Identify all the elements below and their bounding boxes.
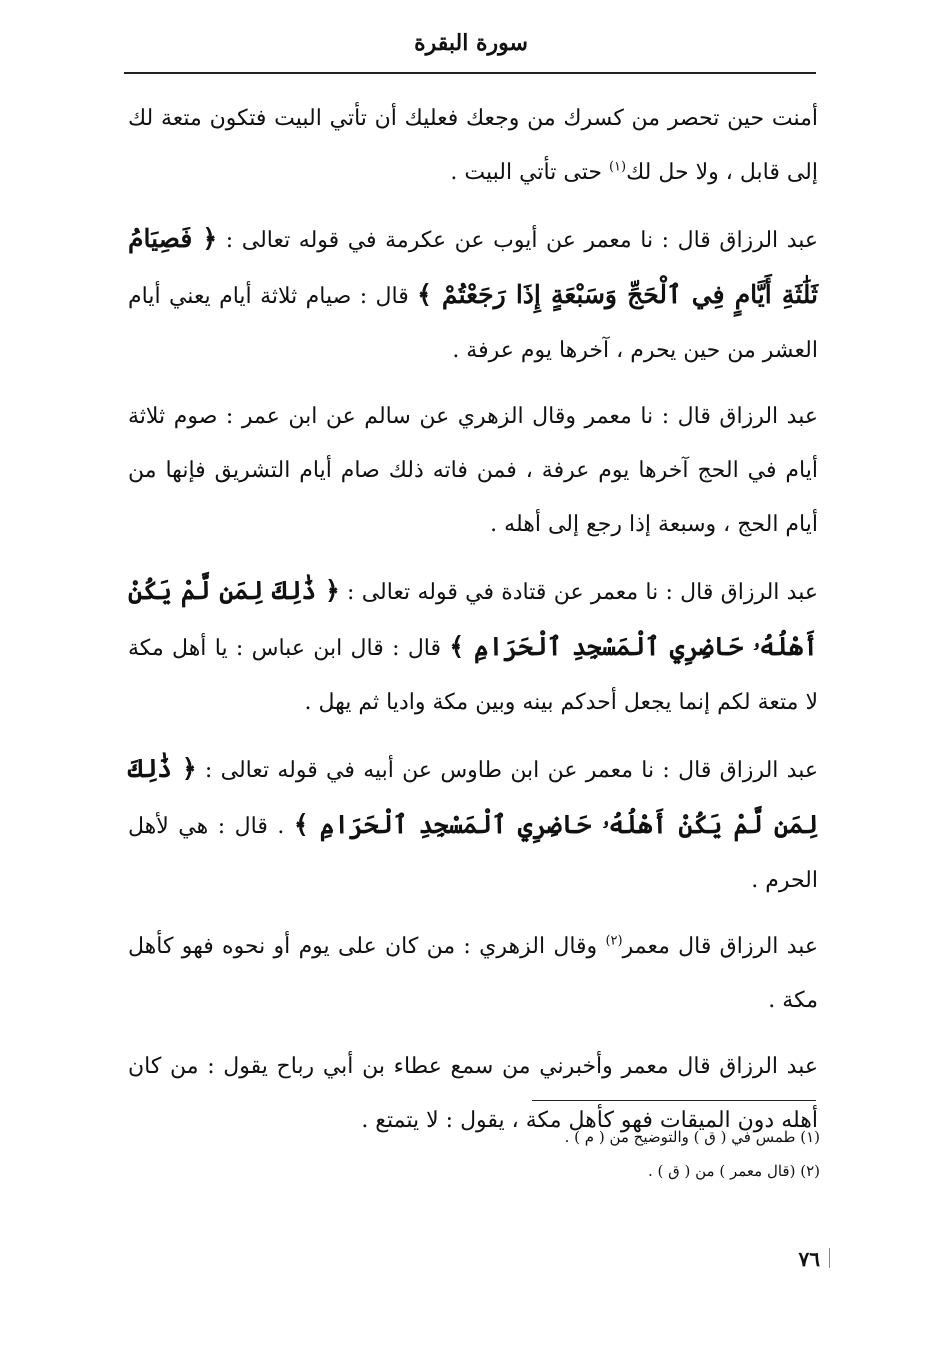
- body-text: [128, 92, 818, 1160]
- paragraph-1: [128, 92, 818, 200]
- footnote-ref: (٢): [605, 933, 623, 949]
- paragraph-text: أمنت حين تحصر من كسرك من وجعك فعليك أن تأتي البيت فتكون متعة لك إلى قابل ، ولا حل لك: [128, 106, 818, 185]
- paragraph-5: [128, 742, 818, 908]
- footnote-rule: [532, 1100, 816, 1101]
- quran-verse: ﴿ ذَٰلِكَ لِمَن لَّمْ يَكُنْ أَهْلُهُۥ حَاضِرِي ٱلْمَسْجِدِ ٱلْحَرَامِ ﴾: [128, 576, 818, 661]
- page-header-title: سورة البقرة: [414, 30, 528, 56]
- paragraph-text: عبد الرزاق قال : نا معمر عن أيوب عن عكرمة في قوله تعالى :: [217, 228, 819, 253]
- paragraph-text: عبد الرزاق قال معمر: [622, 934, 819, 959]
- footnote-2: (٢) (قال معمر ) من ( ق ) .: [647, 1162, 820, 1180]
- paragraph-text: عبد الرزاق قال : نا معمر عن قتادة في قوله تعالى :: [339, 580, 818, 605]
- paragraph-text: عبد الرزاق قال : نا معمر عن ابن طاوس عن أبيه في قوله تعالى :: [196, 758, 818, 783]
- paragraph-text: عبد الرزاق قال : نا معمر وقال الزهري عن سالم عن ابن عمر : صوم ثلاثة أيام في الحج آخرها يوم عرفة ، فمن فاته ذلك صام أيام التشريق فإنها من أيام الحج ، وسبعة إذا رجع إلى أهله .: [128, 404, 818, 537]
- paragraph-text: قال : قال ابن عباس : يا أهل مكة لا متعة لكم إنما يجعل أحدكم بينه وبين مكة واديا ثم يهل .: [128, 636, 818, 715]
- paragraph-4: [128, 564, 818, 730]
- paragraph-text: عبد الرزاق قال معمر وأخبرني من سمع عطاء بن أبي رباح يقول : من كان أهله دون الميقات فهو كأهل مكة ، يقول : لا يتمتع .: [128, 1054, 818, 1133]
- margin-line: [829, 1248, 830, 1268]
- footnotes: [300, 1120, 820, 1188]
- footnote-ref: (١): [608, 159, 627, 175]
- paragraph-text: حتى تأتي البيت .: [450, 160, 609, 185]
- paragraph-text: . قال : هي لأهل الحرم .: [128, 814, 818, 893]
- paragraph-2: [128, 212, 818, 378]
- header-rule: [124, 72, 816, 74]
- paragraph-3: [128, 390, 818, 552]
- quran-verse: ﴿ فَصِيَامُ ثَلَٰثَةِ أَيَّامٍ فِي ٱلْحَجِّ وَسَبْعَةٍ إِذَا رَجَعْتُمْ ﴾: [128, 224, 818, 309]
- footnote-1: (١) طمس في ( ق ) والتوضيح من ( م ) .: [564, 1128, 820, 1146]
- page-number: ٧٦: [798, 1247, 820, 1271]
- paragraph-text: قال : صيام ثلاثة أيام يعني أيام العشر من حين يحرم ، آخرها يوم عرفة .: [128, 284, 818, 363]
- paragraph-6: [128, 920, 818, 1028]
- paragraph-text: وقال الزهري : من كان على يوم أو نحوه فهو كأهل مكة .: [128, 934, 818, 1013]
- quran-verse: ﴿ ذَٰلِكَ لِمَن لَّمْ يَكُنْ أَهْلُهُۥ حَاضِرِي ٱلْمَسْجِدِ ٱلْحَرَامِ ﴾: [128, 754, 818, 839]
